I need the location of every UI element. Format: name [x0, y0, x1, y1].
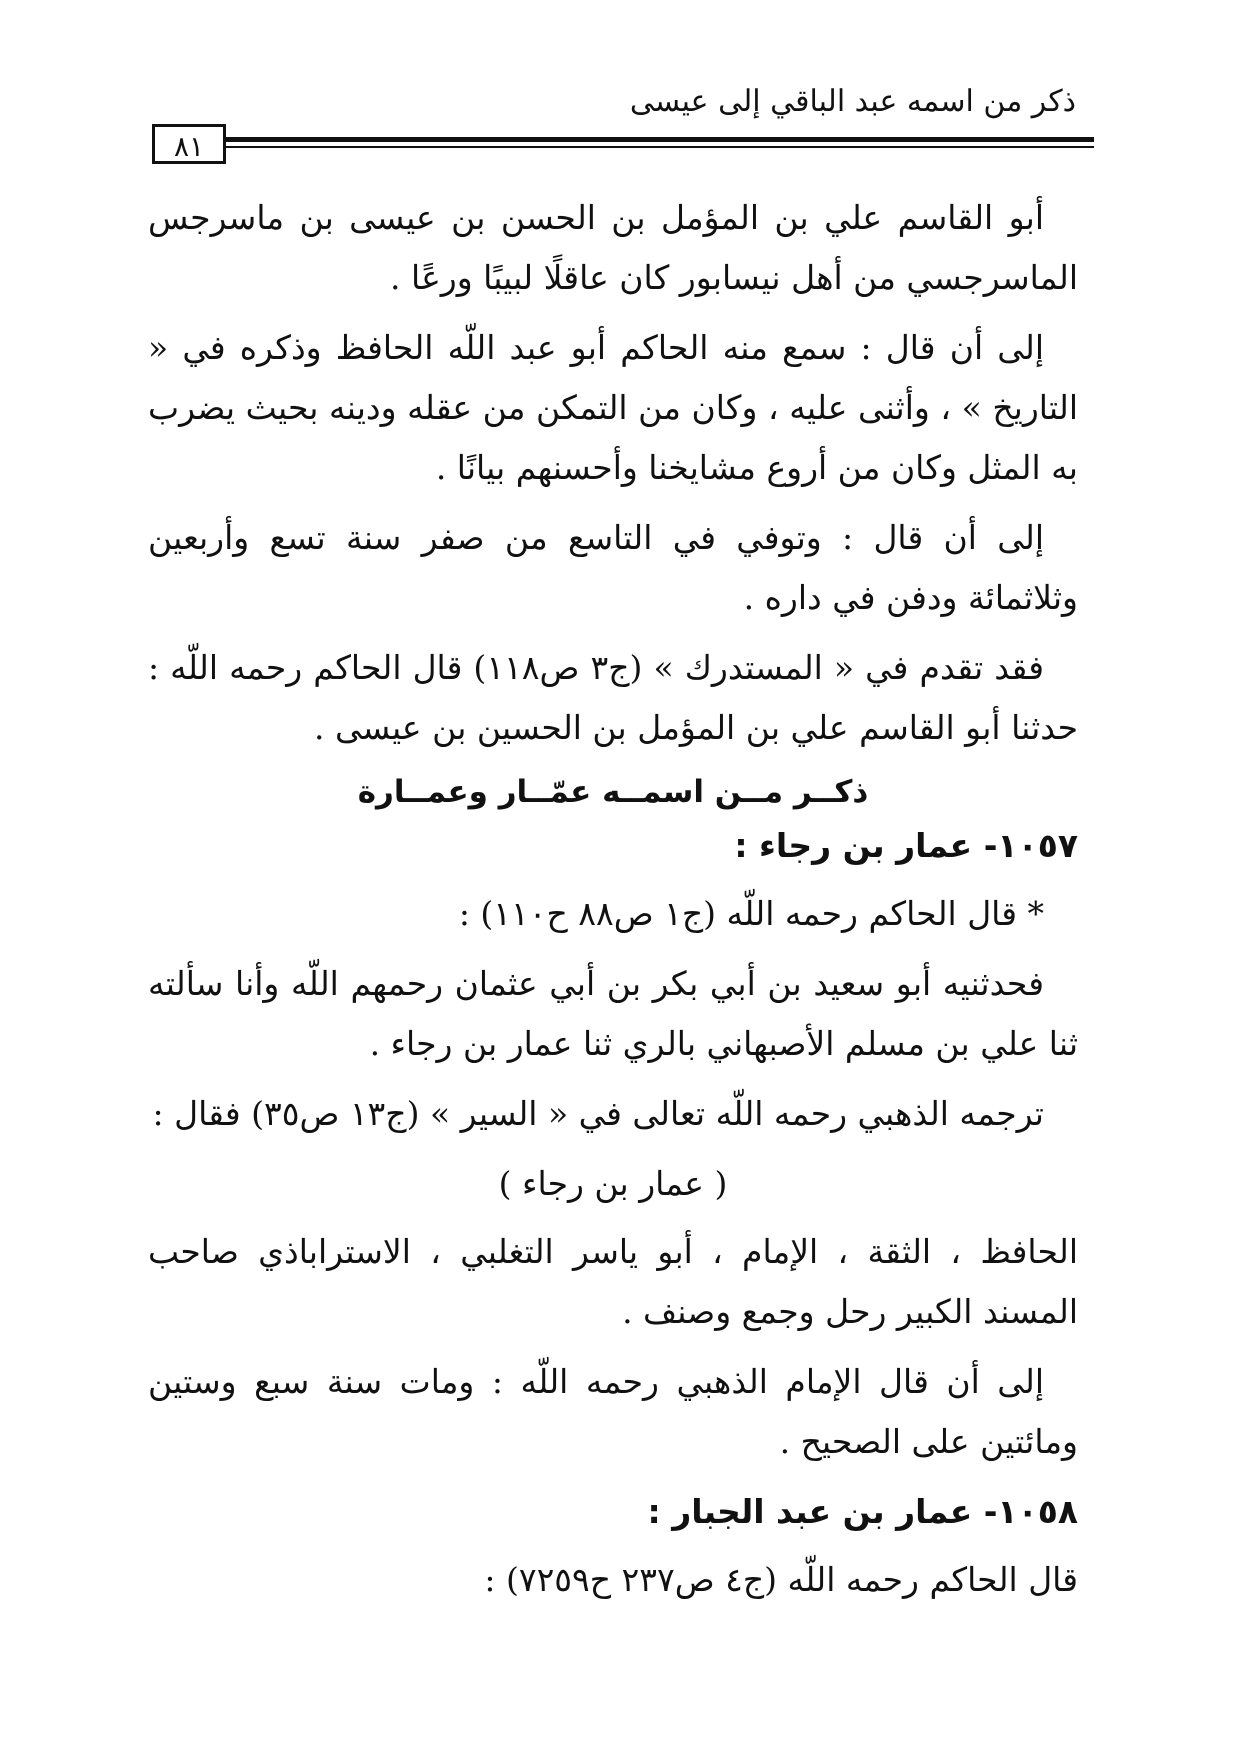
section-heading: ذكــر مــن اسمــه عمّــار وعمــارة [357, 774, 869, 810]
entry-heading-1057: ١٠٥٧- عمار بن رجاء : [734, 826, 1078, 865]
paragraph-8: ( عمار بن رجاء ) [498, 1164, 728, 1203]
paragraph-7: ترجمه الذهبي رحمه اللّه تعالى في « السير » (ج١٣ ص٣٥) فقال : [152, 1094, 1044, 1133]
paragraph-9: الحافظ ، الثقة ، الإمام ، أبو ياسر التغلبي ، الاستراباذي صاحب المسند الكبير رحل وجمع وصنف . [148, 1232, 1078, 1331]
paragraph-10: إلى أن قال الإمام الذهبي رحمه اللّه : ومات سنة سبع وستين ومائتين على الصحيح . [148, 1362, 1078, 1461]
paragraph-2: إلى أن قال : سمع منه الحاكم أبو عبد اللّه الحافظ وذكره في « التاريخ » ، وأثنى عليه ، وكان من التمكن من عقله ودينه بحيث يضرب به المثل وكان من أروع مشايخنا وأحسنهم بيانًا . [148, 328, 1078, 487]
paragraph-3: إلى أن قال : وتوفي في التاسع من صفر سنة تسع وأربعين وثلاثمائة ودفن في داره . [148, 518, 1078, 617]
entry-heading-1058: ١٠٥٨- عمار بن عبد الجبار : [647, 1492, 1078, 1531]
header-rule-thin [226, 146, 1094, 148]
paragraph-5: * قال الحاكم رحمه اللّه (ج١ ص٨٨ ح١١٠) : [458, 894, 1044, 933]
body-text [148, 188, 1078, 1620]
running-title: ذكر من اسمه عبد الباقي إلى عيسى [629, 84, 1076, 119]
paragraph-6: فحدثنيه أبو سعيد بن أبي بكر بن أبي عثمان رحمهم اللّه وأنا سألته ثنا علي بن مسلم الأصبهاني بالري ثنا عمار بن رجاء . [148, 964, 1078, 1063]
paragraph-11: قال الحاكم رحمه اللّه (ج٤ ص٢٣٧ ح٧٢٥٩) : [484, 1560, 1078, 1599]
paragraph-1: أبو القاسم علي بن المؤمل بن الحسن بن عيسى بن ماسرجس الماسرجسي من أهل نيسابور كان عاقلًا لبيبًا ورعًا . [148, 198, 1078, 297]
header-rule-thick [226, 137, 1094, 142]
paragraph-4: فقد تقدم في « المستدرك » (ج٣ ص١١٨) قال الحاكم رحمه اللّه : حدثنا أبو القاسم علي بن المؤمل بن الحسين بن عيسى . [148, 648, 1078, 747]
page-number: ٨١ [152, 124, 226, 164]
